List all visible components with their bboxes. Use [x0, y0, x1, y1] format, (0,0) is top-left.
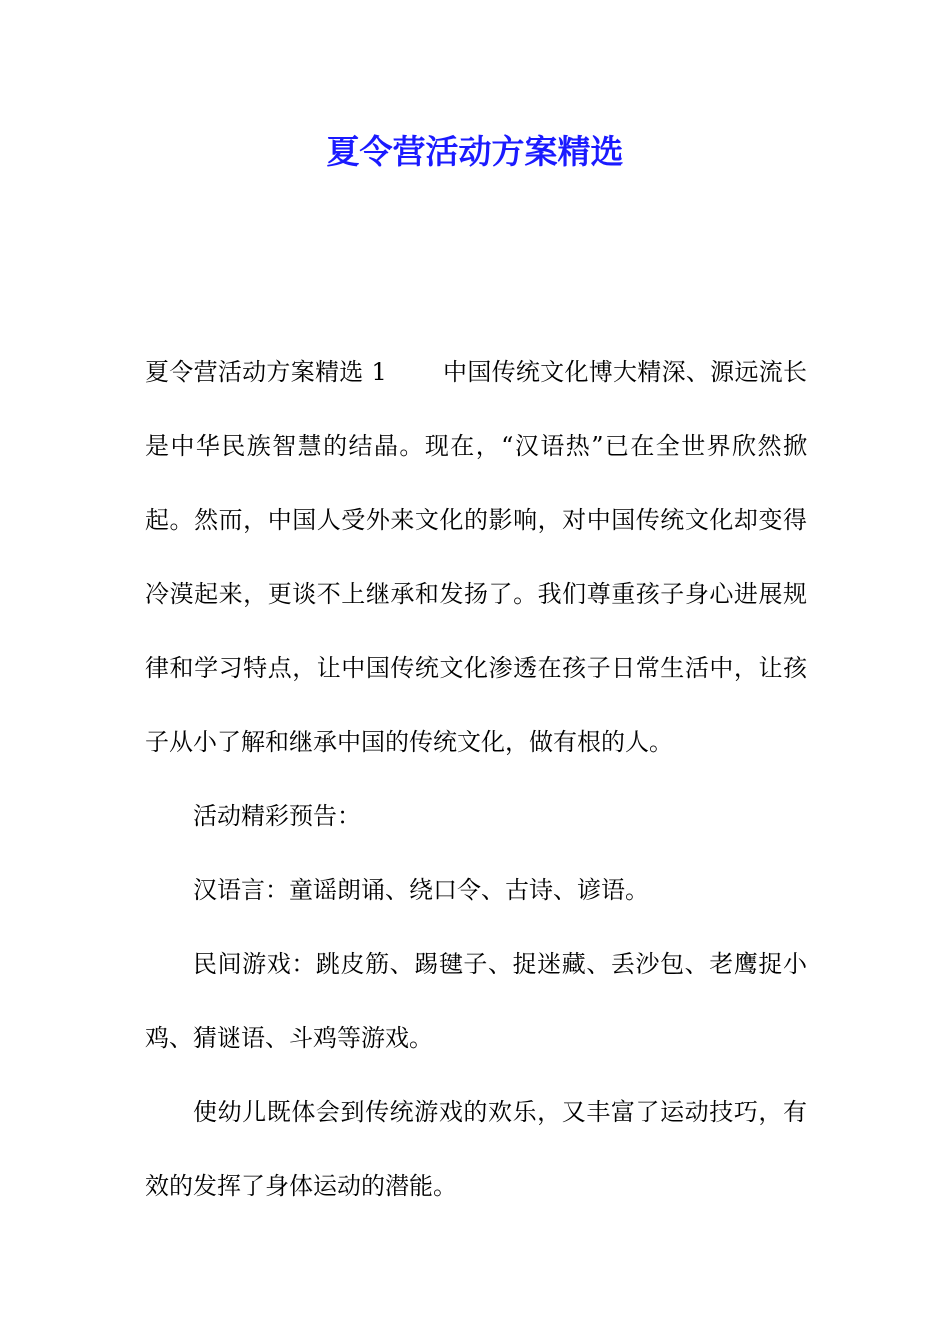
intro-text: 中国传统文化博大精深、源远流长是中华民族智慧的结晶。现在，“汉语热”已在全世界欣然掀起。然而，中国人受外来文化的影响，对中国传统文化却变得冷漠起来，更谈不上继承和发扬了。我们尊重孩子身心进展规律和学习特点，让中国传统文化渗透在孩子日常生活中，让孩子从小了解和继承中国的传统文化，做有根的人。 — [145, 358, 808, 756]
benefit-paragraph: 使幼儿既体会到传统游戏的欢乐，又丰富了运动技巧，有效的发挥了身体运动的潜能。 — [145, 1098, 807, 1200]
section-heading: 夏令营活动方案精选 1 — [145, 358, 387, 386]
document-body — [145, 335, 807, 1223]
chinese-language-paragraph: 汉语言：童谣朗诵、绕口令、古诗、谚语。 — [193, 876, 649, 904]
folk-games-paragraph: 民间游戏：跳皮筋、踢毽子、捉迷藏、丢沙包、老鹰捉小鸡、猜谜语、斗鸡等游戏。 — [145, 950, 807, 1052]
preview-heading: 活动精彩预告： — [193, 802, 361, 830]
intro-paragraph — [145, 335, 807, 779]
page-title: 夏令营活动方案精选 — [326, 132, 624, 171]
